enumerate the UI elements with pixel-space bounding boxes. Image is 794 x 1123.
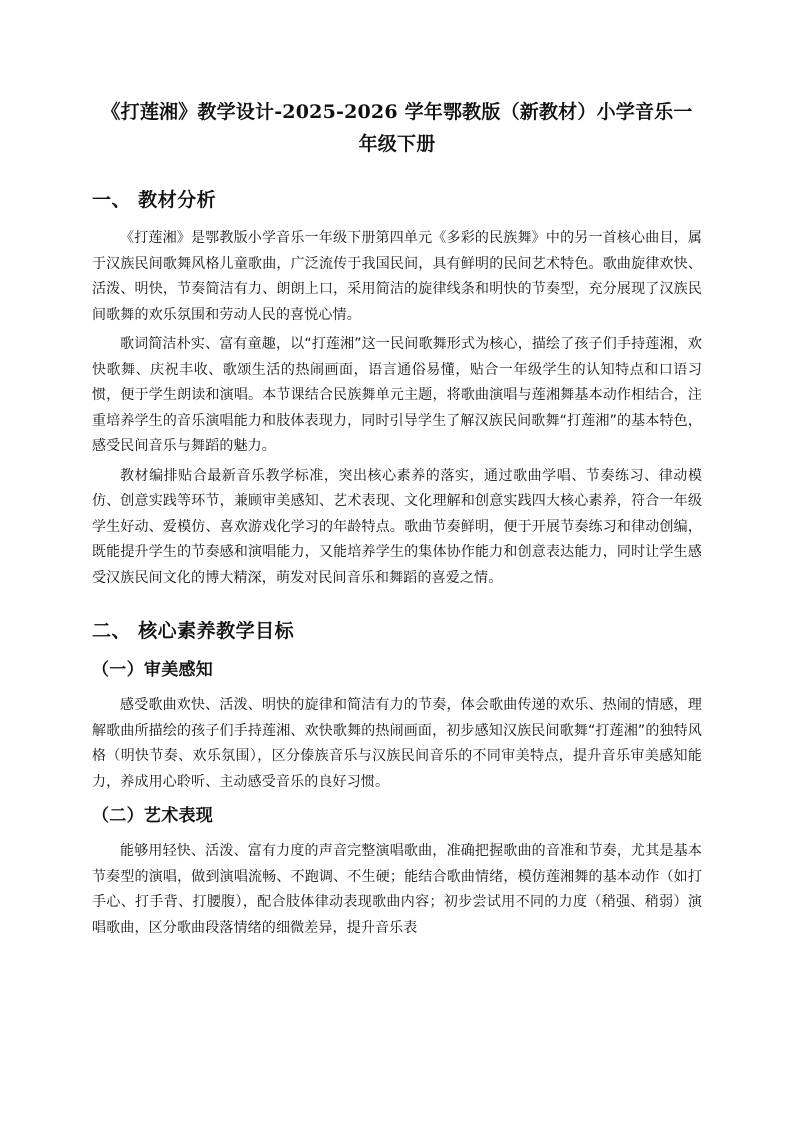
section-textbook-analysis bbox=[92, 186, 702, 591]
section-heading: 一、 教材分析 bbox=[92, 189, 217, 211]
section-core-literacy-goals bbox=[92, 617, 702, 941]
paragraph: 教材编排贴合最新音乐教学标准，突出核心素养的落实，通过歌曲学唱、节奏练习、律动模仿、创意实践等环节，兼顾审美感知、艺术表现、文化理解和创意实践四大核心素养，符合一年级学生好动、爱模仿、喜欢游戏化学习的年龄特点。歌曲节奏鲜明，便于开展节奏练习和律动创编，既能提升学生的节奏感和演唱能力，又能培养学生的集体协作能力和创意表达能力，同时让学生感受汉族民间文化的博大精深，萌发对民间音乐和舞蹈的喜爱之情。 bbox=[92, 467, 702, 586]
section-heading: 二、 核心素养教学目标 bbox=[92, 620, 295, 642]
paragraph: 歌词简洁朴实、富有童趣，以“打莲湘”这一民间歌舞形式为核心，描绘了孩子们手持莲湘，欢快歌舞、庆祝丰收、歌颂生活的热闹画面，语言通俗易懂，贴合一年级学生的认知特点和口语习惯，便于学生朗读和演唱。本节课结合民族舞单元主题，将歌曲演唱与莲湘舞基本动作相结合，注重培养学生的音乐演唱能力和肢体表现力，同时引导学生了解汉族民间歌舞“打莲湘”的基本特色，感受民间音乐与舞蹈的魅力。 bbox=[92, 336, 702, 454]
document-title: 《打莲湘》教学设计-2025-2026 学年鄂教版（新教材）小学音乐一年级下册 bbox=[101, 101, 693, 155]
paragraph: 《打莲湘》是鄂教版小学音乐一年级下册第四单元《多彩的民族舞》中的另一首核心曲目，属于汉族民间歌舞风格儿童歌曲，广泛流传于我国民间，具有鲜明的民间艺术特色。歌曲旋律欢快、活泼、明快，节奏简洁有力、朗朗上口，采用简洁的旋律线条和明快的节奏型，充分展现了汉族民间歌舞的欢乐氛围和劳动人民的喜悦心情。 bbox=[92, 230, 702, 323]
paragraph: 能够用轻快、活泼、富有力度的声音完整演唱歌曲，准确把握歌曲的音准和节奏，尤其是基本节奏型的演唱，做到演唱流畅、不跑调、不生硬；能结合歌曲情绪，模仿莲湘舞的基本动作（如打手心、打手背、打腰腹），配合肢体律动表现歌曲内容；初步尝试用不同的力度（稍强、稍弱）演唱歌曲，区分歌曲段落情绪的细微差异，提升音乐表 bbox=[92, 843, 702, 936]
subsection-aesthetic-perception bbox=[92, 657, 702, 795]
subsection-heading: （二）艺术表现 bbox=[92, 806, 214, 826]
subsection-heading: （一）审美感知 bbox=[92, 660, 214, 680]
subsection-artistic-expression bbox=[92, 803, 702, 941]
paragraph: 感受歌曲欢快、活泼、明快的旋律和简洁有力的节奏，体会歌曲传递的欢乐、热闹的情感，理解歌曲所描绘的孩子们手持莲湘、欢快歌舞的热闹画面，初步感知汉族民间歌舞“打莲湘”的独特风格（明快节奏、欢乐氛围），区分傣族音乐与汉族民间音乐的不同审美特点，提升音乐审美感知能力，养成用心聆听、主动感受音乐的良好习惯。 bbox=[92, 697, 702, 790]
